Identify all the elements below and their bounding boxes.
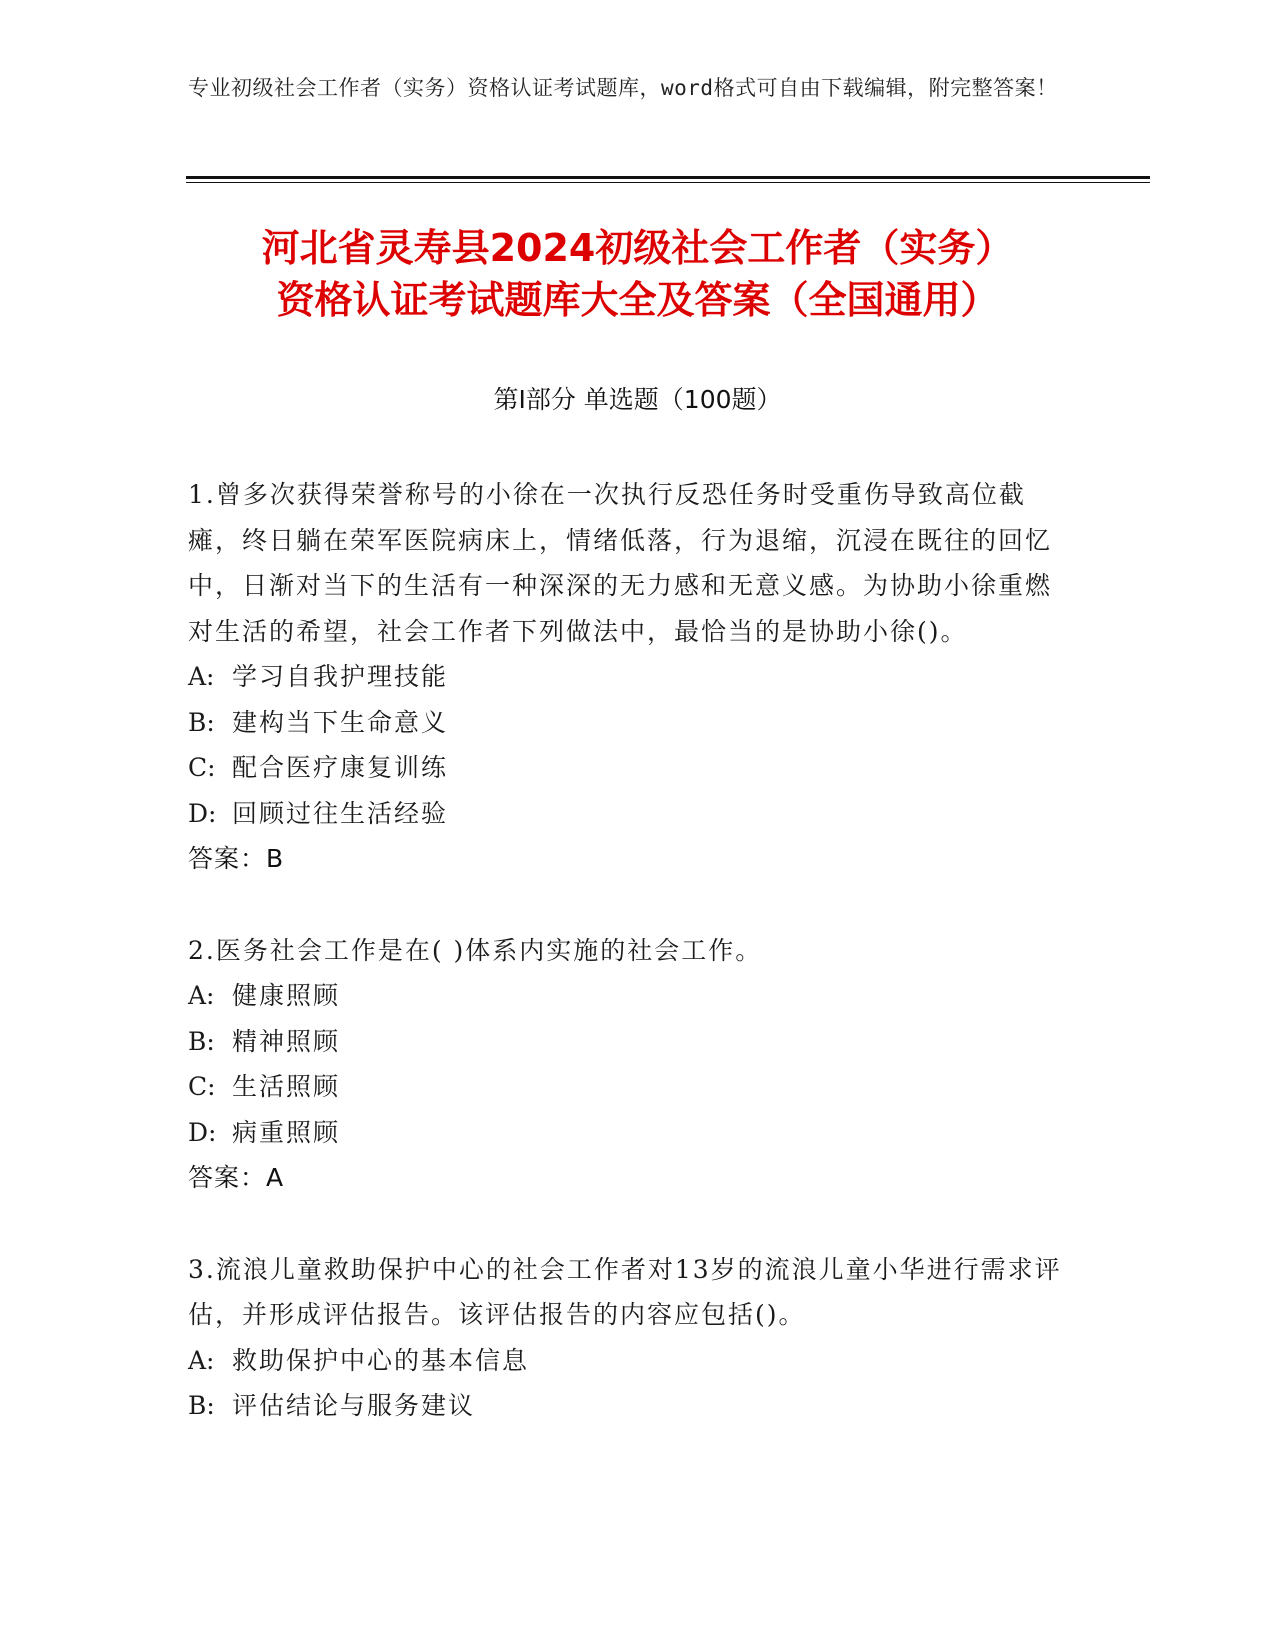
option-label: B: xyxy=(188,707,215,737)
option-text: 回顾过往生活经验 xyxy=(232,798,449,828)
document-title xyxy=(150,222,1125,326)
question-text: 2.医务社会工作是在( )体系内实施的社会工作。 xyxy=(188,935,763,965)
question-1 xyxy=(188,472,1068,882)
option-label: C: xyxy=(188,1072,216,1101)
option-label: C: xyxy=(188,753,216,782)
option-b xyxy=(188,1019,1068,1065)
option-text: 精神照顾 xyxy=(232,1026,341,1056)
option-text: 配合医疗康复训练 xyxy=(232,753,449,782)
header-note: 专业初级社会工作者（实务）资格认证考试题库，word格式可自由下载编辑，附完整答案！ xyxy=(188,76,1058,100)
option-label: B: xyxy=(188,1391,215,1420)
question-list xyxy=(188,472,1068,1475)
option-b xyxy=(188,1383,1068,1429)
option-text: 生活照顾 xyxy=(232,1072,341,1101)
option-label: A: xyxy=(188,1345,215,1375)
option-label: D: xyxy=(188,798,217,828)
question-3 xyxy=(188,1247,1068,1429)
option-text: 病重照顾 xyxy=(232,1117,341,1147)
option-label: B: xyxy=(188,1026,215,1056)
option-d xyxy=(188,1110,1068,1156)
option-text: 健康照顾 xyxy=(232,981,341,1010)
option-a xyxy=(188,654,1068,700)
option-c xyxy=(188,745,1068,791)
option-d xyxy=(188,791,1068,837)
option-a xyxy=(188,973,1068,1019)
question-2 xyxy=(188,928,1068,1201)
option-text: 学习自我护理技能 xyxy=(232,662,449,691)
header-divider-thin xyxy=(186,182,1150,183)
question-text: 1.曾多次获得荣誉称号的小徐在一次执行反恐任务时受重伤导致高位截瘫，终日躺在荣军医院病床上，情绪低落，行为退缩，沉浸在既往的回忆中，日渐对当下的生活有一种深深的无力感和无意义感。为协助小徐重燃对生活的希望，社会工作者下列做法中，最恰当的是协助小徐()。 xyxy=(188,480,1053,646)
answer-line: 答案：A xyxy=(188,1163,285,1192)
option-label: A: xyxy=(188,662,215,691)
option-c xyxy=(188,1064,1068,1110)
option-b xyxy=(188,700,1068,746)
answer-line: 答案：B xyxy=(188,844,285,873)
document-title-line-2: 资格认证考试题库大全及答案（全国通用） xyxy=(276,278,999,322)
option-label: A: xyxy=(188,981,215,1010)
option-text: 救助保护中心的基本信息 xyxy=(232,1345,530,1375)
option-text: 评估结论与服务建议 xyxy=(232,1391,476,1420)
option-label: D: xyxy=(188,1117,217,1147)
option-a xyxy=(188,1338,1068,1384)
header-divider-thick xyxy=(186,176,1150,179)
option-text: 建构当下生命意义 xyxy=(232,707,449,737)
document-title-line-1: 河北省灵寿县2024初级社会工作者（实务） xyxy=(261,226,1014,270)
question-text: 3.流浪儿童救助保护中心的社会工作者对13岁的流浪儿童小华进行需求评估，并形成评估报告。该评估报告的内容应包括()。 xyxy=(188,1254,1062,1329)
section-title: 第Ⅰ部分 单选题（100题） xyxy=(493,385,782,414)
